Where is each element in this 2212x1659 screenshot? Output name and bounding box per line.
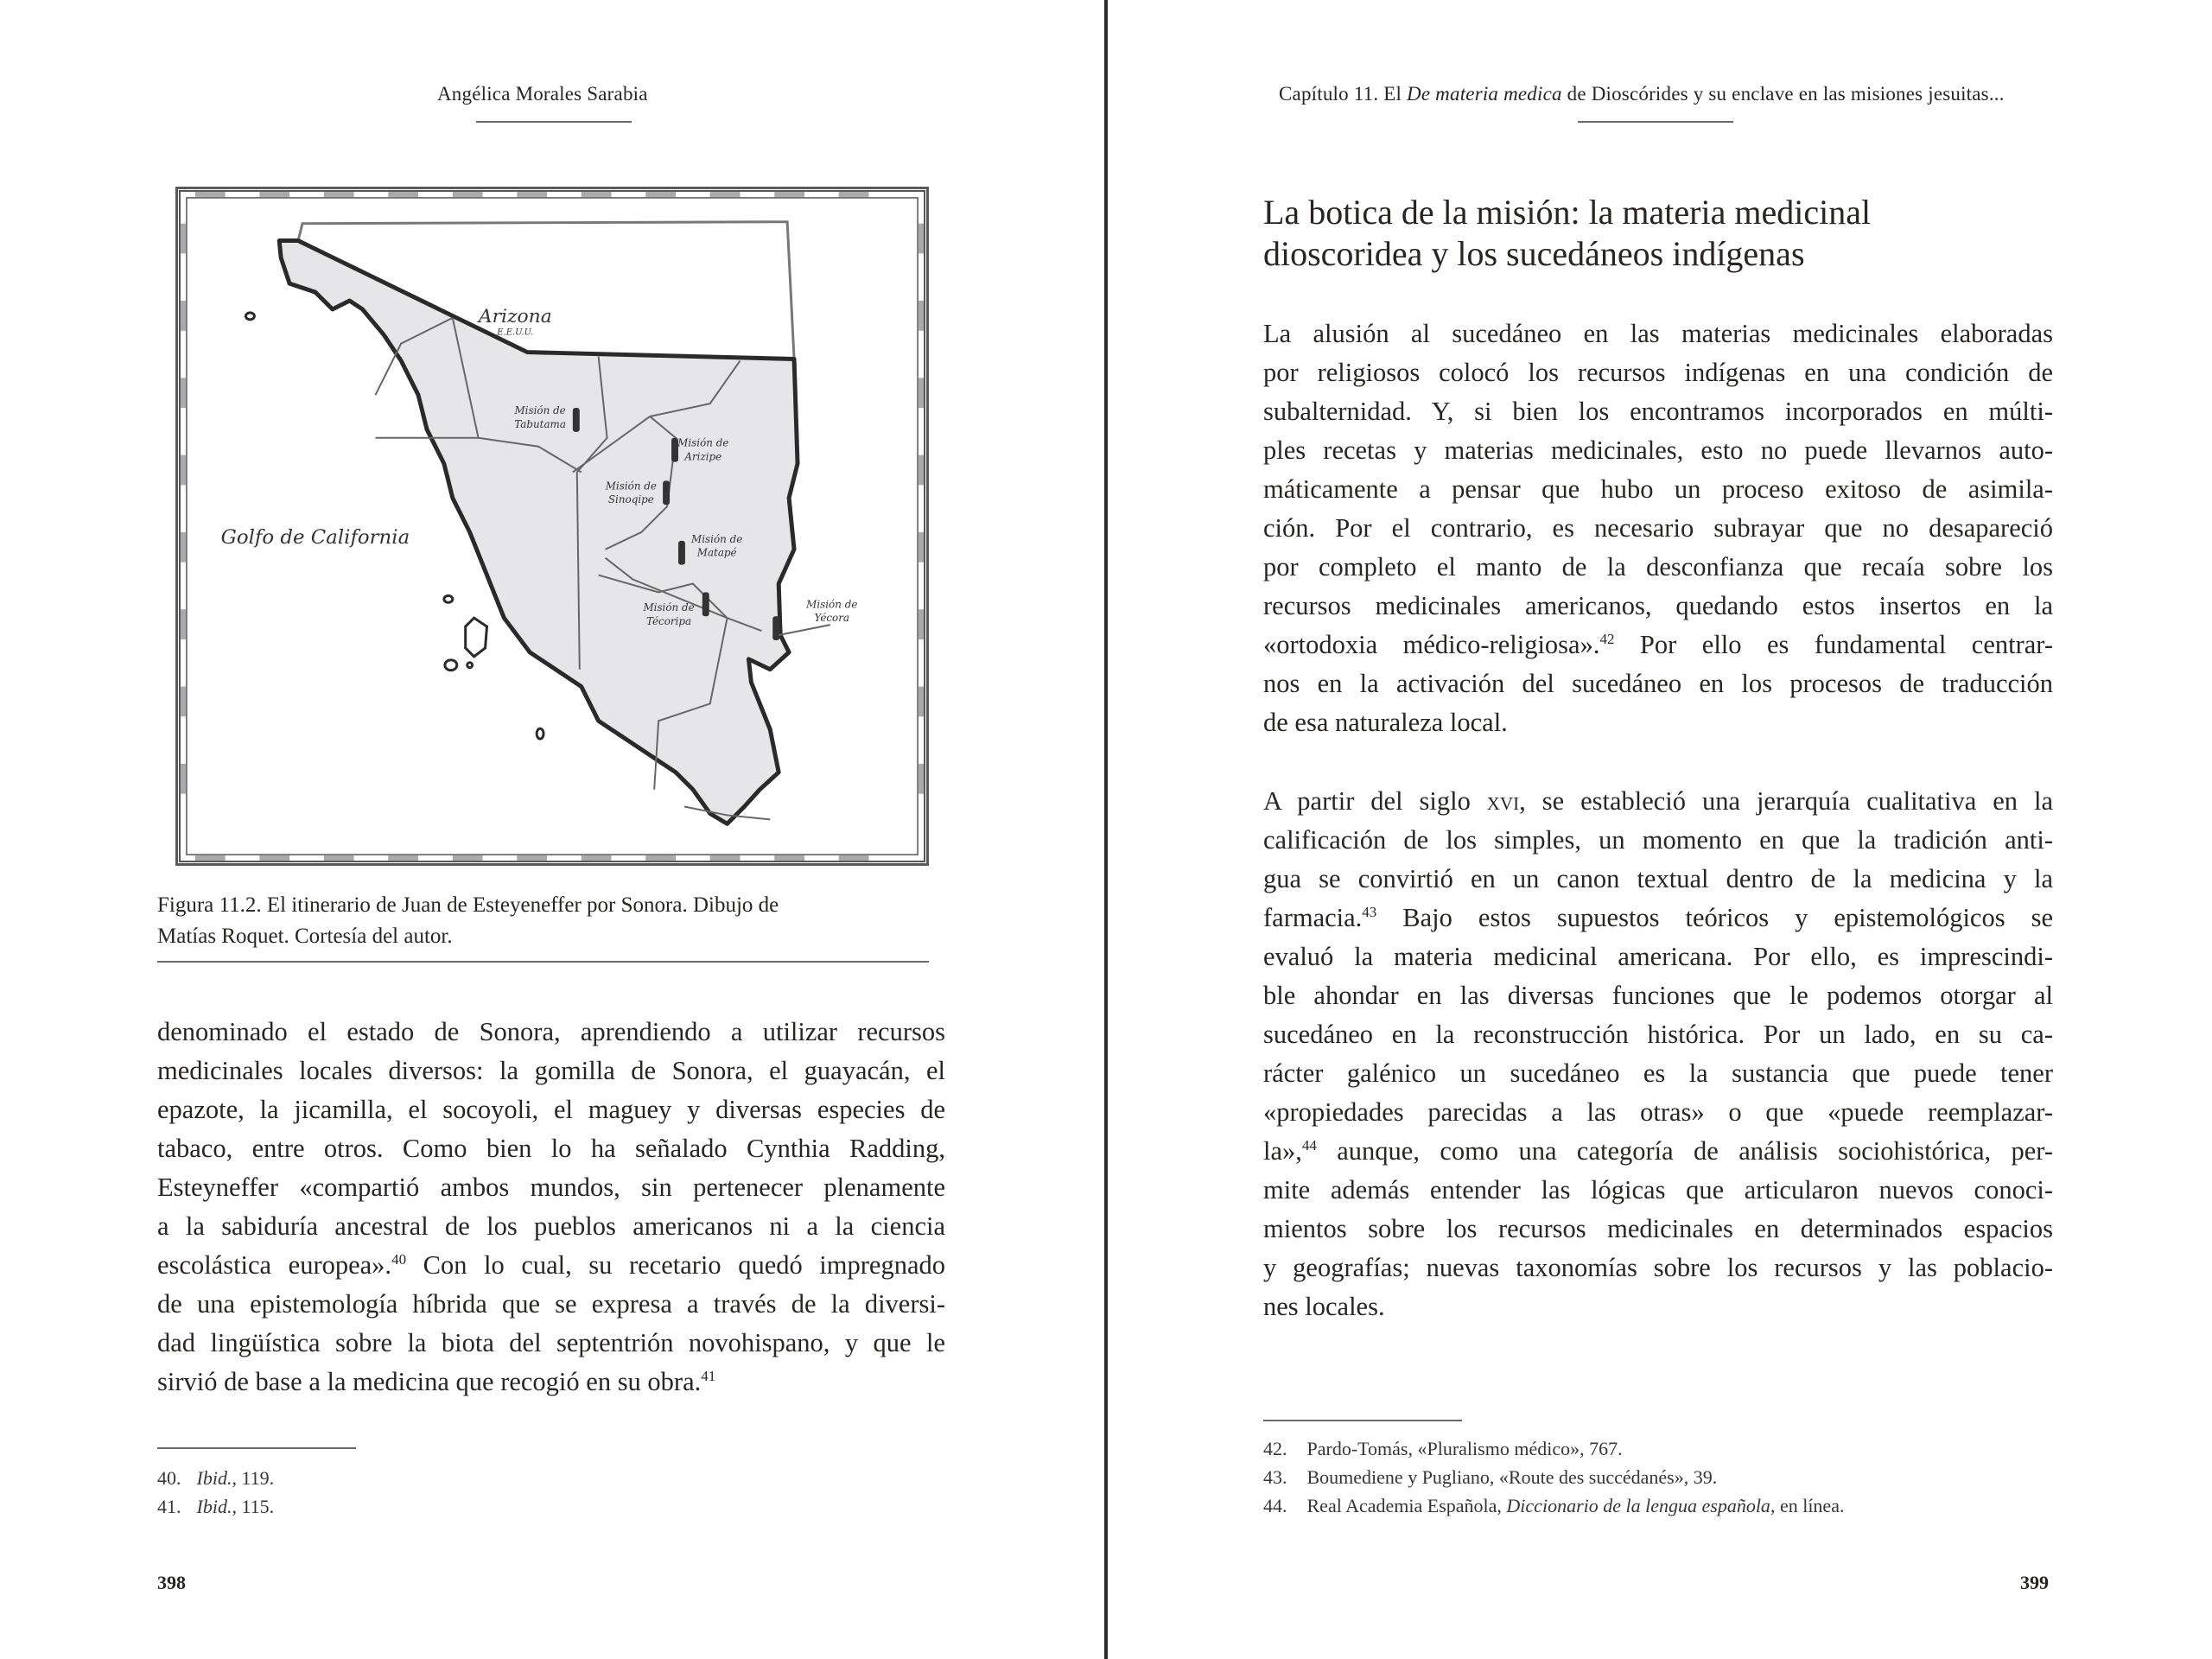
footnote-italic: Diccionario de la lengua española — [1506, 1495, 1770, 1516]
mission-label-6b: Yécora — [814, 612, 850, 625]
text-line: evaluó la materia medicinal americana. Por ello, es imprescindi- — [1263, 942, 2053, 971]
friar-icon — [702, 592, 709, 616]
footnote-40 — [157, 1464, 274, 1492]
page-number-left: 398 — [157, 1572, 186, 1593]
text-line: de esa naturaleza local. — [1263, 708, 1508, 737]
map-label-arizona: Arizona — [478, 305, 552, 327]
map-svg — [178, 189, 926, 863]
running-head-text: Capítulo 11. El — [1279, 83, 1408, 105]
running-head-italic: De materia medica — [1407, 83, 1562, 105]
left-footnotes — [157, 1464, 274, 1521]
text-line: nos en la activación del sucedáneo en los procesos de traducción — [1263, 669, 2053, 698]
footnote-text: , 115. — [232, 1496, 275, 1517]
text-run: A partir del siglo — [1263, 786, 1487, 816]
text-line: La alusión al sucedáneo en las materias medicinales elaboradas — [1263, 319, 2053, 348]
running-head-text: de Dioscórides y su enclave en las misiones jesuitas... — [1561, 83, 2005, 105]
mission-label-4a: Misión de — [691, 532, 743, 545]
section-title-line: La botica de la misión: la materia medicinal — [1263, 193, 1872, 232]
footnote-rule — [157, 1447, 356, 1449]
footnote-ref-text: Ibid. — [196, 1496, 232, 1517]
caption-rule — [157, 961, 929, 963]
text-line — [1263, 782, 2053, 821]
text-line: calificación de los simples, un momento en que la tradición anti- — [1263, 825, 2053, 855]
footnote-ref-40[interactable]: 40 — [391, 1251, 407, 1268]
text-run: aunque, como una categoría de análisis sociohistórica, per- — [1316, 1136, 2053, 1166]
century-numeral: xvi — [1486, 786, 1520, 816]
figure-map-sonora — [175, 187, 929, 866]
text-run: farmacia. — [1263, 903, 1363, 932]
mission-label-2b: Arizipe — [684, 450, 722, 463]
friar-icon — [678, 541, 685, 565]
text-line: y geografías; nuevas taxonomías sobre los recursos y las poblacio- — [1263, 1253, 2053, 1282]
figure-caption — [157, 890, 935, 952]
mission-label-3b: Sinoqipe — [607, 493, 654, 506]
right-footnotes — [1263, 1434, 1844, 1520]
mission-label-1b: Tabutama — [514, 417, 566, 430]
text-line: de una epistemología híbrida que se expresa a través de la diversi- — [157, 1289, 945, 1319]
footnote-number: 43. — [1263, 1466, 1287, 1488]
text-line: por religiosos colocó los recursos indígenas en una condición de — [1263, 358, 2053, 387]
text-line: subalternidad. Y, si bien los encontramos incorporados en múlti- — [1263, 397, 2053, 426]
text-run: «ortodoxia médico-religiosa». — [1263, 630, 1600, 659]
text-run: Por ello es fundamental centrar- — [1614, 630, 2053, 659]
text-line: gua se convirtió en un canon textual dentro de la medicina y la — [1263, 864, 2053, 893]
mission-label-5b: Técoripa — [645, 615, 692, 628]
text-line: denominado el estado de Sonora, aprendiendo a utilizar recursos — [157, 1017, 945, 1046]
mission-label-1a: Misión de — [514, 404, 566, 416]
text-run: Con lo cual, su recetario quedó impregnado — [406, 1250, 945, 1280]
text-line: tabaco, entre otros. Como bien lo ha señalado Cynthia Radding, — [157, 1134, 945, 1163]
text-run: Bajo estos supuestos teóricos y epistemológicos se — [1376, 903, 2053, 932]
running-head-rule — [476, 121, 632, 123]
text-line: Esteyneffer «compartió ambos mundos, sin pertenecer plenamente — [157, 1173, 945, 1202]
text-line: nes locales. — [1263, 1292, 1385, 1321]
right-paragraph-2 — [1263, 782, 2053, 1326]
footnote-ref-43[interactable]: 43 — [1362, 904, 1377, 920]
footnote-number: 42. — [1263, 1438, 1287, 1459]
footnote-43 — [1263, 1463, 1844, 1491]
text-line: rácter galénico un sucedáneo es la sustancia que puede tener — [1263, 1058, 2053, 1088]
text-line: epazote, la jicamilla, el socoyoli, el maguey y diversas especies de — [157, 1095, 945, 1124]
text-line: a la sabiduría ancestral de los pueblos americanos ni a la ciencia — [157, 1211, 945, 1241]
footnote-ref-text: Ibid. — [196, 1467, 232, 1489]
text-line: mientos sobre los recursos medicinales en determinados espacios — [1263, 1214, 2053, 1243]
text-line: ción. Por el contrario, es necesario subrayar que no desapareció — [1263, 513, 2053, 543]
footnote-42 — [1263, 1434, 1844, 1463]
page-number-right: 399 — [2020, 1572, 2049, 1593]
text-line — [1263, 899, 2053, 938]
running-head-chapter — [1279, 83, 2005, 105]
text-run: sirvió de base a la medicina que recogió en su obra. — [157, 1367, 702, 1396]
text-line: «propiedades parecidas a las otras» o que «puede reemplazar- — [1263, 1097, 2053, 1127]
text-run: , se estableció una jerarquía cualitativa en la — [1519, 786, 2053, 816]
right-paragraph-1 — [1263, 315, 2053, 742]
text-run: la», — [1263, 1136, 1302, 1166]
friar-icon — [772, 616, 779, 640]
footnote-44 — [1263, 1491, 1844, 1520]
map-label-sea: Golfo de California — [220, 525, 410, 549]
mission-label-2a: Misión de — [677, 436, 729, 449]
running-head-rule — [1578, 121, 1733, 123]
text-line: recursos medicinales americanos, quedando estos insertos en la — [1263, 591, 2053, 620]
footnote-ref-42[interactable]: 42 — [1599, 631, 1615, 647]
text-line — [1263, 1132, 2053, 1171]
mission-label-6a: Misión de — [806, 598, 858, 611]
text-line: dad lingüística sobre la biota del septentrión novohispano, y que le — [157, 1328, 945, 1357]
map-label-country: E.E.U.U. — [497, 327, 534, 338]
text-line: mite además entender las lógicas que articularon nuevos conoci- — [1263, 1175, 2053, 1205]
section-title-line: dioscoridea y los sucedáneos indígenas — [1263, 234, 1805, 273]
footnote-text: , en línea. — [1770, 1495, 1845, 1516]
text-line: sucedáneo en la reconstrucción histórica. Por un lado, en su ca- — [1263, 1020, 2053, 1049]
text-line — [157, 1363, 945, 1402]
left-body-text — [157, 1013, 945, 1402]
footnote-rule — [1263, 1420, 1462, 1421]
running-head-author: Angélica Morales Sarabia — [437, 83, 648, 105]
footnote-number: 40. — [157, 1467, 181, 1489]
friar-icon — [573, 408, 580, 432]
left-page — [0, 0, 1104, 1659]
footnote-number: 44. — [1263, 1495, 1287, 1516]
mission-label-4b: Matapé — [696, 546, 737, 559]
text-line: por completo el manto de la desconfianza que recaía sobre los — [1263, 552, 2053, 582]
footnote-41 — [157, 1492, 274, 1521]
friar-icon — [663, 480, 670, 505]
footnote-ref-41[interactable]: 41 — [701, 1368, 716, 1384]
text-line — [1263, 626, 2053, 664]
footnote-text: Pardo-Tomás, «Pluralismo médico», 767. — [1306, 1438, 1623, 1459]
text-line: máticamente a pensar que hubo un proceso exitoso de asimila- — [1263, 474, 2053, 504]
text-line: medicinales locales diversos: la gomilla de Sonora, el guayacán, el — [157, 1056, 945, 1085]
text-run: escolástica europea». — [157, 1250, 392, 1280]
footnote-text: Real Academia Española, — [1306, 1495, 1507, 1516]
caption-line: Figura 11.2. El itinerario de Juan de Esteyeneffer por Sonora. Dibujo de — [157, 893, 779, 917]
section-title — [1263, 192, 1871, 275]
footnote-ref-44[interactable]: 44 — [1301, 1137, 1317, 1154]
text-line: ble ahondar en las diversas funciones que le podemos otorgar al — [1263, 981, 2053, 1010]
text-line: ples recetas y materias medicinales, esto no puede llevarnos auto- — [1263, 435, 2053, 465]
footnote-text: Boumediene y Pugliano, «Route des succédanés», 39. — [1306, 1466, 1718, 1488]
mission-label-5a: Misión de — [643, 601, 695, 614]
caption-line: Matías Roquet. Cortesía del autor. — [157, 925, 453, 948]
text-line — [157, 1246, 945, 1285]
footnote-number: 41. — [157, 1496, 181, 1517]
footnote-text: , 119. — [232, 1467, 275, 1489]
mission-label-3a: Misión de — [605, 480, 657, 493]
